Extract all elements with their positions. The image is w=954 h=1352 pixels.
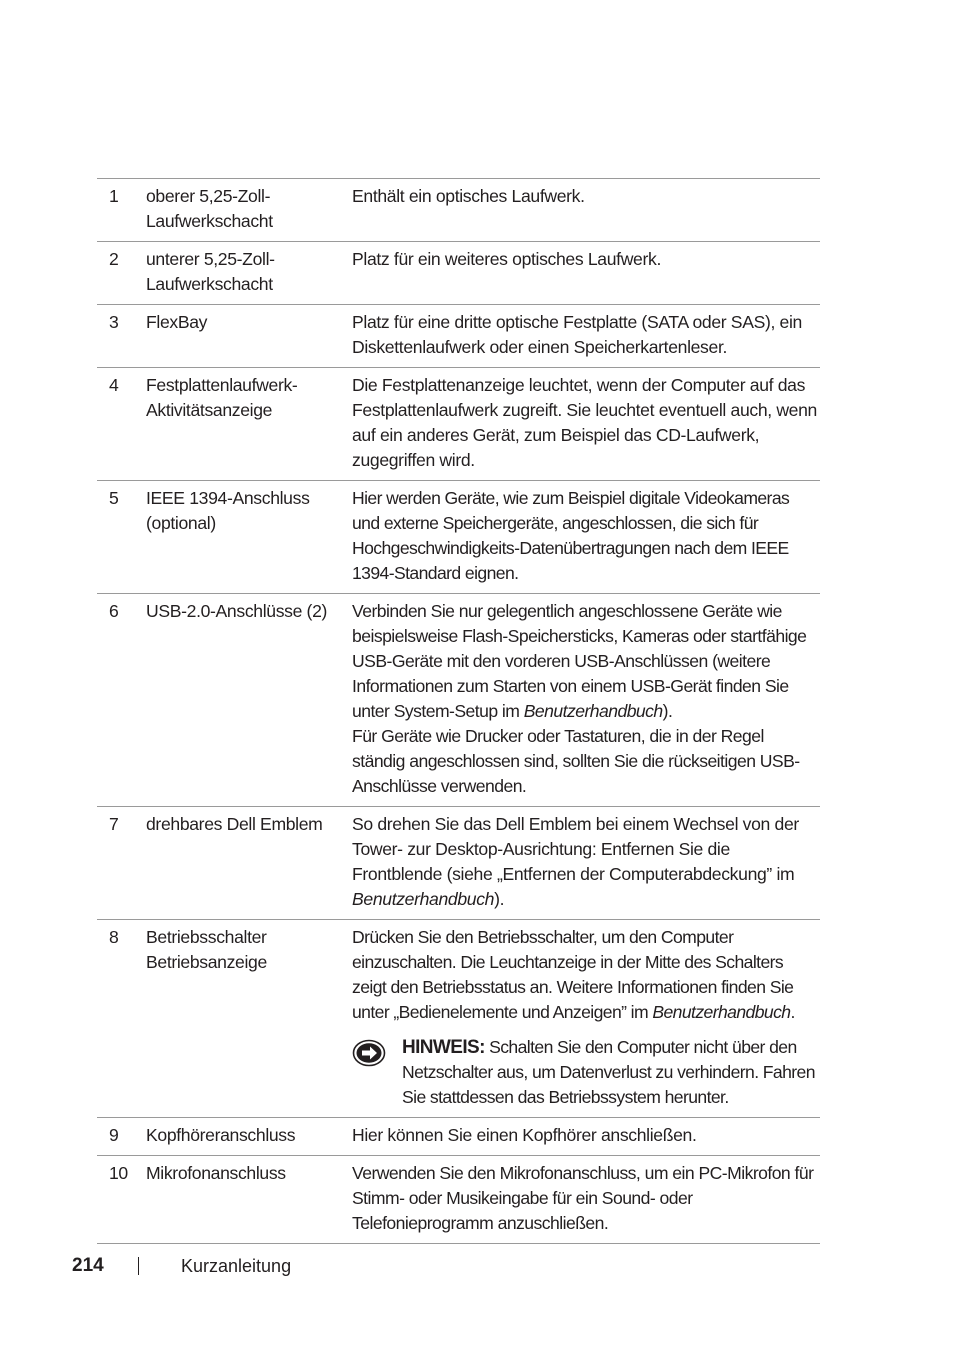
row-number: 9: [109, 1125, 119, 1145]
description-paragraph: [352, 812, 820, 912]
table-row: [97, 920, 820, 1118]
notice-icon: [352, 1035, 402, 1110]
component-name: Mikrofonanschluss: [146, 1163, 286, 1183]
component-name: Festplattenlaufwerk-Aktivitätsanzeige: [146, 375, 298, 420]
row-number: 7: [109, 814, 119, 834]
row-number: 2: [109, 249, 119, 269]
component-description: Hier können Sie einen Kopfhörer anschließen.: [352, 1125, 697, 1145]
table-row: [97, 807, 820, 920]
row-number: 5: [109, 488, 119, 508]
table-row: [97, 368, 820, 481]
row-number: 4: [109, 375, 119, 395]
component-name: FlexBay: [146, 312, 208, 332]
description-paragraph: Für Geräte wie Drucker oder Tastaturen, die in der Regel ständig angeschlossen sind, sollten Sie die rückseitigen USB-Anschlüsse verwenden.: [352, 726, 800, 796]
component-name: drehbares Dell Emblem: [146, 814, 323, 834]
table-row: [97, 242, 820, 305]
table-row: [97, 594, 820, 807]
row-number: 8: [109, 927, 119, 947]
row-number: 10: [109, 1163, 128, 1183]
component-description: Verwenden Sie den Mikrofonanschluss, um ein PC-Mikrofon für Stimm- oder Musikeingabe für ein Sound- oder Telefonieprogramm anzuschließen.: [352, 1163, 814, 1233]
component-description: Hier werden Geräte, wie zum Beispiel digitale Videokameras und externe Speichergeräte, angeschlossen, die sich für Hochgeschwindigkeits-Datenübertragungen nach dem IEEE 1394-Standard eignen.: [352, 488, 790, 583]
description-text: ).: [494, 889, 505, 909]
table-row: [97, 179, 820, 242]
description-paragraph: [352, 599, 820, 724]
row-number: 1: [109, 186, 119, 206]
table-row: [97, 305, 820, 368]
manual-reference: Benutzerhandbuch: [523, 701, 663, 721]
description-text: Verbinden Sie nur gelegentlich angeschlossene Geräte wie beispielsweise Flash-Speichersticks, Kameras oder startfähige USB-Geräte mit den vorderen USB-Anschlüssen (weitere Informationen zum Starten von einem USB-Gerät finden Sie unter System-Setup im: [352, 601, 807, 721]
description-text: Drücken Sie den Betriebsschalter, um den Computer einzuschalten. Die Leuchtanzeige in der Mitte des Schalters zeigt den Betriebsstatus an. Weitere Informationen finden Sie unter „Bedienelemente und Anzeigen” im: [352, 927, 794, 1022]
manual-reference: Benutzerhandbuch: [352, 889, 495, 909]
notice-text: [402, 1035, 820, 1110]
page-footer: [72, 1255, 291, 1277]
component-description: Enthält ein optisches Laufwerk.: [352, 186, 585, 206]
table-row: [97, 481, 820, 594]
component-name: IEEE 1394-Anschluss (optional): [146, 488, 310, 533]
component-name: Kopfhöreranschluss: [146, 1125, 296, 1145]
component-name-line: Betriebsschalter: [146, 927, 267, 947]
notice-body: Schalten Sie den Computer nicht über den Netzschalter aus, um Datenverlust zu verhindern. Fahren Sie stattdessen das Betriebssystem herunter.: [402, 1037, 815, 1107]
description-text: .: [790, 1002, 795, 1022]
description-text: So drehen Sie das Dell Emblem bei einem Wechsel von der Tower- zur Desktop-Ausrichtung: Entfernen Sie die Frontblende (siehe „Entfernen der Computerabdeckung” im: [352, 814, 799, 884]
row-number: 3: [109, 312, 119, 332]
table-row: [97, 1118, 820, 1156]
component-description: [352, 925, 820, 1110]
component-description: Platz für ein weiteres optisches Laufwerk.: [352, 249, 661, 269]
footer-title: Kurzanleitung: [181, 1255, 292, 1276]
row-number: 6: [109, 601, 119, 621]
description-text: ).: [662, 701, 673, 721]
manual-reference: Benutzerhandbuch: [652, 1002, 791, 1022]
component-name: USB-2.0-Anschlüsse (2): [146, 601, 328, 621]
component-description: [352, 599, 820, 799]
component-name: oberer 5,25-Zoll-Laufwerkschacht: [146, 186, 273, 231]
component-description: Platz für eine dritte optische Festplatte (SATA oder SAS), ein Diskettenlaufwerk oder einen Speicherkartenleser.: [352, 312, 802, 357]
page-number: 214: [72, 1255, 104, 1276]
notice-title: HINWEIS:: [402, 1037, 485, 1058]
description-paragraph: [352, 925, 820, 1025]
component-description: Die Festplattenanzeige leuchtet, wenn der Computer auf das Festplattenlaufwerk zugreift. Sie leuchtet eventuell auch, wenn auf ein anderes Gerät, zum Beispiel das CD-Laufwerk, zugegriffen wird.: [352, 375, 817, 470]
component-name-line: Betriebsanzeige: [146, 952, 267, 972]
component-name: unterer 5,25-Zoll-Laufwerkschacht: [146, 249, 275, 294]
components-table: [97, 178, 820, 1244]
table-row: [97, 1156, 820, 1244]
notice-box: [352, 1035, 820, 1110]
footer-divider: [138, 1257, 139, 1275]
component-name: [146, 925, 352, 1110]
component-description: [352, 812, 820, 912]
